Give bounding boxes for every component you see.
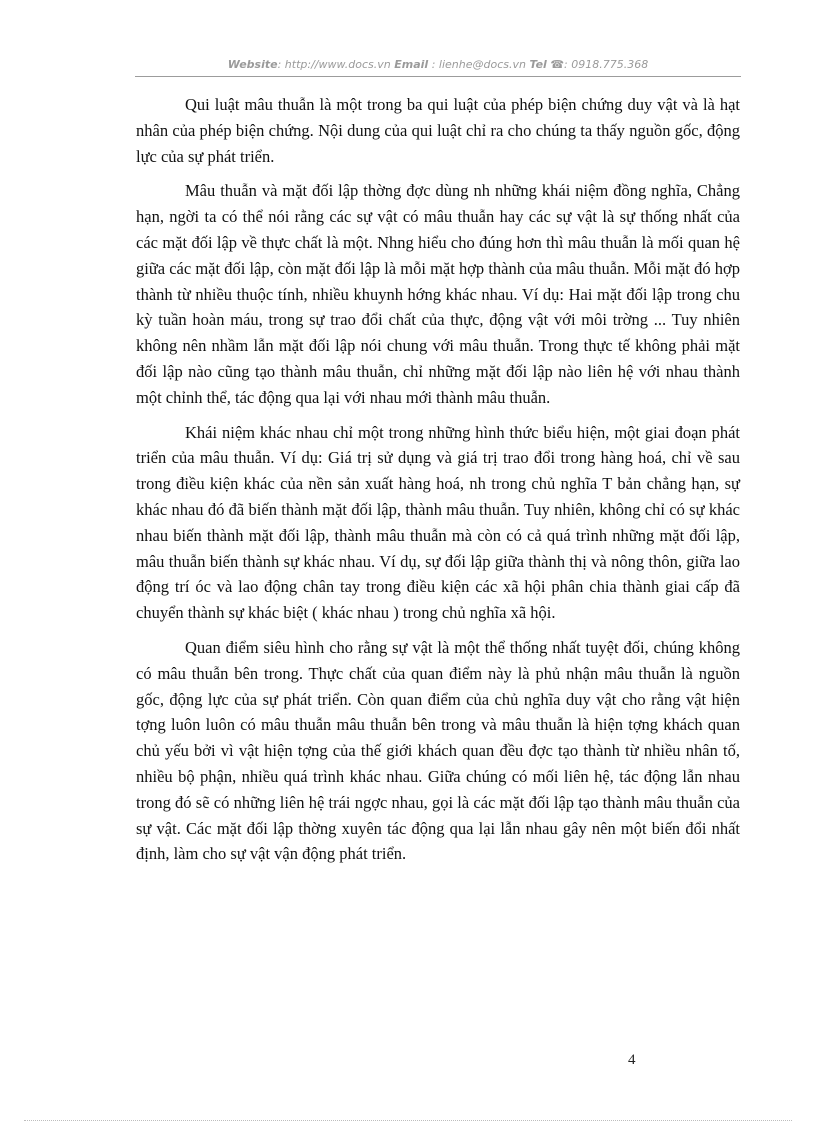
phone-icon: ☎ bbox=[550, 58, 565, 71]
tel-value: : 0918.775.368 bbox=[564, 58, 649, 71]
page-header bbox=[135, 56, 741, 77]
paragraph: Khái niệm khác nhau chỉ một trong những hình thức biểu hiện, một giai đoạn phát triển của mâu thuẫn. Ví dụ: Giá trị sử dụng và giá trị trao đổi trong hàng hoá, chỉ về sau trong điều kiện khác của nền sản xuất hàng hoá, nh trong chủ nghĩa T bản chẳng hạn, sự khác nhau đó đã biến thành mặt đối lập, thành mâu thuẫn. Tuy nhiên, không chỉ có sự khác nhau biến thành mặt đối lập, thành mâu thuẫn mà còn có cả quá trình những mặt đối lập, mâu thuẫn biến thành sự khác nhau. Ví dụ, sự đối lập giữa thành thị và nông thôn, giữa lao động trí óc và lao động chân tay trong điều kiện các xã hội phân chia thành giai cấp đã chuyển thành sự khác biệt ( khác nhau ) trong chủ nghĩa xã hội. bbox=[136, 422, 740, 623]
paragraph: Qui luật mâu thuẫn là một trong ba qui luật của phép biện chứng duy vật và là hạt nhân của phép biện chứng. Nội dung của qui luật chỉ ra cho chúng ta thấy nguồn gốc, động lực của sự phát triển. bbox=[136, 95, 740, 166]
paragraph: Mâu thuẫn và mặt đối lập thờng đợc dùng nh những khái niệm đồng nghĩa, Chẳng hạn, ngời ta có thể nói rằng các sự vật có mâu thuẫn hay các sự vật là sự thống nhất của các mặt đối lập về thực chất là một. Nhng hiểu cho đúng hơn thì mâu thuẫn là mối quan hệ giữa các mặt đối lập, còn mặt đối lập là mỗi mặt hợp thành của mâu thuẫn. Mỗi mặt đó hợp thành từ nhiều thuộc tính, nhiều khuynh hớng khác nhau. Ví dụ: Hai mặt đối lập trong chu kỳ tuần hoàn máu, trong sự trao đổi chất của thực, động vật với môi trờng ... Tuy nhiên không nên nhầm lẫn mặt đối lập nói chung với mâu thuẫn. Trong thực tế không phải mặt đối lập nào cũng tạo thành mâu thuẫn, chỉ những mặt đối lập nào liên hệ với nhau thành một chỉnh thể, tác động qua lại với nhau mới thành mâu thuẫn. bbox=[136, 181, 740, 407]
email-value: : lienhe@docs.vn bbox=[431, 58, 526, 71]
email-label: Email bbox=[394, 58, 429, 71]
paragraph: Quan điểm siêu hình cho rằng sự vật là một thể thống nhất tuyệt đối, chúng không có mâu thuẫn bên trong. Thực chất của quan điểm này là phủ nhận mâu thuẫn là nguồn gốc, động lực của sự phát triển. Còn quan điểm của chủ nghĩa duy vật cho rằng vật hiện tợng luôn luôn có mâu thuẫn mâu thuẫn bên trong và mâu thuẫn là hiện tợng khách quan chủ yếu bởi vì vật hiện tợng của thế giới khách quan đều đợc tạo thành từ nhiều nhân tố, nhiều bộ phận, nhiều quá trình khác nhau. Giữa chúng có mối liên hệ, tác động lẫn nhau trong đó sẽ có những liên hệ trái ngợc nhau, gọi là các mặt đối lập tạo thành mâu thuẫn của sự vật. Các mặt đối lập thờng xuyên tác động qua lại lẫn nhau gây nên một biến đổi nhất định, làm cho sự vật vận động phát triển. bbox=[136, 637, 740, 864]
footer-divider bbox=[24, 1120, 792, 1121]
page-number: 4 bbox=[628, 1052, 636, 1068]
document-body bbox=[136, 92, 740, 876]
website-label: Website bbox=[227, 58, 278, 71]
website-value: : http://www.docs.vn bbox=[277, 58, 391, 71]
tel-label: Tel bbox=[529, 58, 547, 71]
